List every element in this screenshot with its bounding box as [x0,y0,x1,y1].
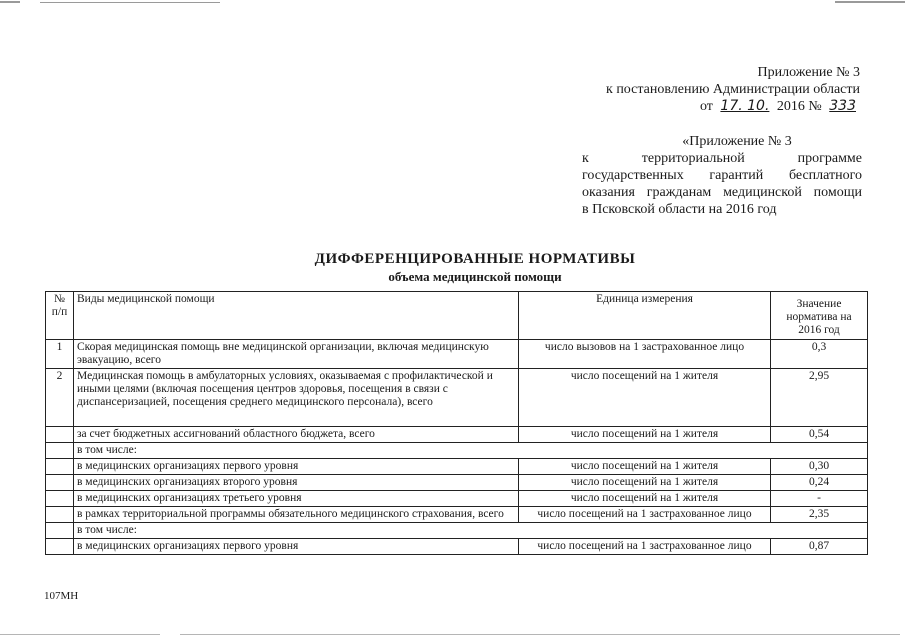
row-unit: число посещений на 1 жителя [519,369,771,427]
year-number-label: 2016 № [776,99,822,114]
header-num: № п/п [46,292,74,340]
table-row [46,340,868,369]
row-num: 2 [46,369,74,427]
row-value: 2,35 [771,507,868,523]
table-row [46,507,868,523]
header-kind: Виды медицинской помощи [74,292,519,340]
row-kind: Скорая медицинская помощь вне медицинской организации, включая медицинскую эвакуацию, всего [74,340,519,369]
row-unit: число посещений на 1 жителя [519,427,771,443]
row-unit: число посещений на 1 жителя [519,491,771,507]
row-num [46,523,74,539]
row-num [46,475,74,491]
row-kind: в медицинских организациях первого уровня [74,459,519,475]
appendix-resolution-ref: к постановлению Администрации области [606,82,860,97]
handwritten-number: 333 [829,98,856,114]
row-num: 1 [46,340,74,369]
quoted-line: в Псковской области на 2016 год [582,202,777,217]
norms-table [45,291,868,555]
row-kind: в медицинских организациях третьего уровня [74,491,519,507]
row-value: 2,95 [771,369,868,427]
header-value: Значение норматива на 2016 год [771,292,868,340]
row-value: 0,87 [771,539,868,555]
row-unit: число посещений на 1 застрахованное лицо [519,539,771,555]
date-prefix: от [699,99,713,114]
row-kind: в том числе: [74,443,868,459]
page-code: 107МН [44,590,79,602]
row-kind: в медицинских организациях первого уровня [74,539,519,555]
row-value: 0,24 [771,475,868,491]
row-num [46,507,74,523]
quoted-line: государственных гарантий бесплатного [582,168,862,183]
row-value: 0,3 [771,340,868,369]
quoted-line: оказания гражданам медицинской помощи [582,185,862,200]
scan-artifact-bottom [0,632,905,638]
handwritten-date: 17. 10. [720,98,770,114]
appendix-date-line [560,98,860,115]
appendix-title: Приложение № 3 [757,65,860,80]
row-kind: Медицинская помощь в амбулаторных условиях, оказываемая с профилактической и иными целями (включая посещения центров здоровья, посещения в связи с диспансеризацией, посещения среднего медицинского персонала), всего [74,369,519,427]
row-unit: число посещений на 1 жителя [519,459,771,475]
row-num [46,539,74,555]
row-unit: число вызовов на 1 застрахованное лицо [519,340,771,369]
table-row [46,427,868,443]
row-unit: число посещений на 1 застрахованное лицо [519,507,771,523]
document-title: ДИФФЕРЕНЦИРОВАННЫЕ НОРМАТИВЫ [314,251,636,267]
quoted-appendix-title: «Приложение № 3 [682,134,792,149]
table-row [46,475,868,491]
row-num [46,427,74,443]
table-row [46,459,868,475]
row-value: 0,54 [771,427,868,443]
row-kind: в рамках территориальной программы обязательного медицинского страхования, всего [74,507,519,523]
table-header-row [46,292,868,340]
row-num [46,459,74,475]
row-unit: число посещений на 1 жителя [519,475,771,491]
appendix-header [560,64,860,115]
header-unit: Единица измерения [519,292,771,340]
table-row [46,369,868,427]
table-row [46,539,868,555]
row-num [46,491,74,507]
row-value: 0,30 [771,459,868,475]
row-kind: в медицинских организациях второго уровня [74,475,519,491]
table-row [46,443,868,459]
scan-artifact-top [0,0,905,6]
document-subtitle: объема медицинской помощи [388,269,562,284]
table-row [46,491,868,507]
quoted-line: к территориальной программе [582,151,862,166]
row-kind: за счет бюджетных ассигнований областного бюджета, всего [74,427,519,443]
table-row [46,523,868,539]
row-value: - [771,491,868,507]
quoted-appendix [582,133,862,218]
row-num [46,443,74,459]
row-kind: в том числе: [74,523,868,539]
